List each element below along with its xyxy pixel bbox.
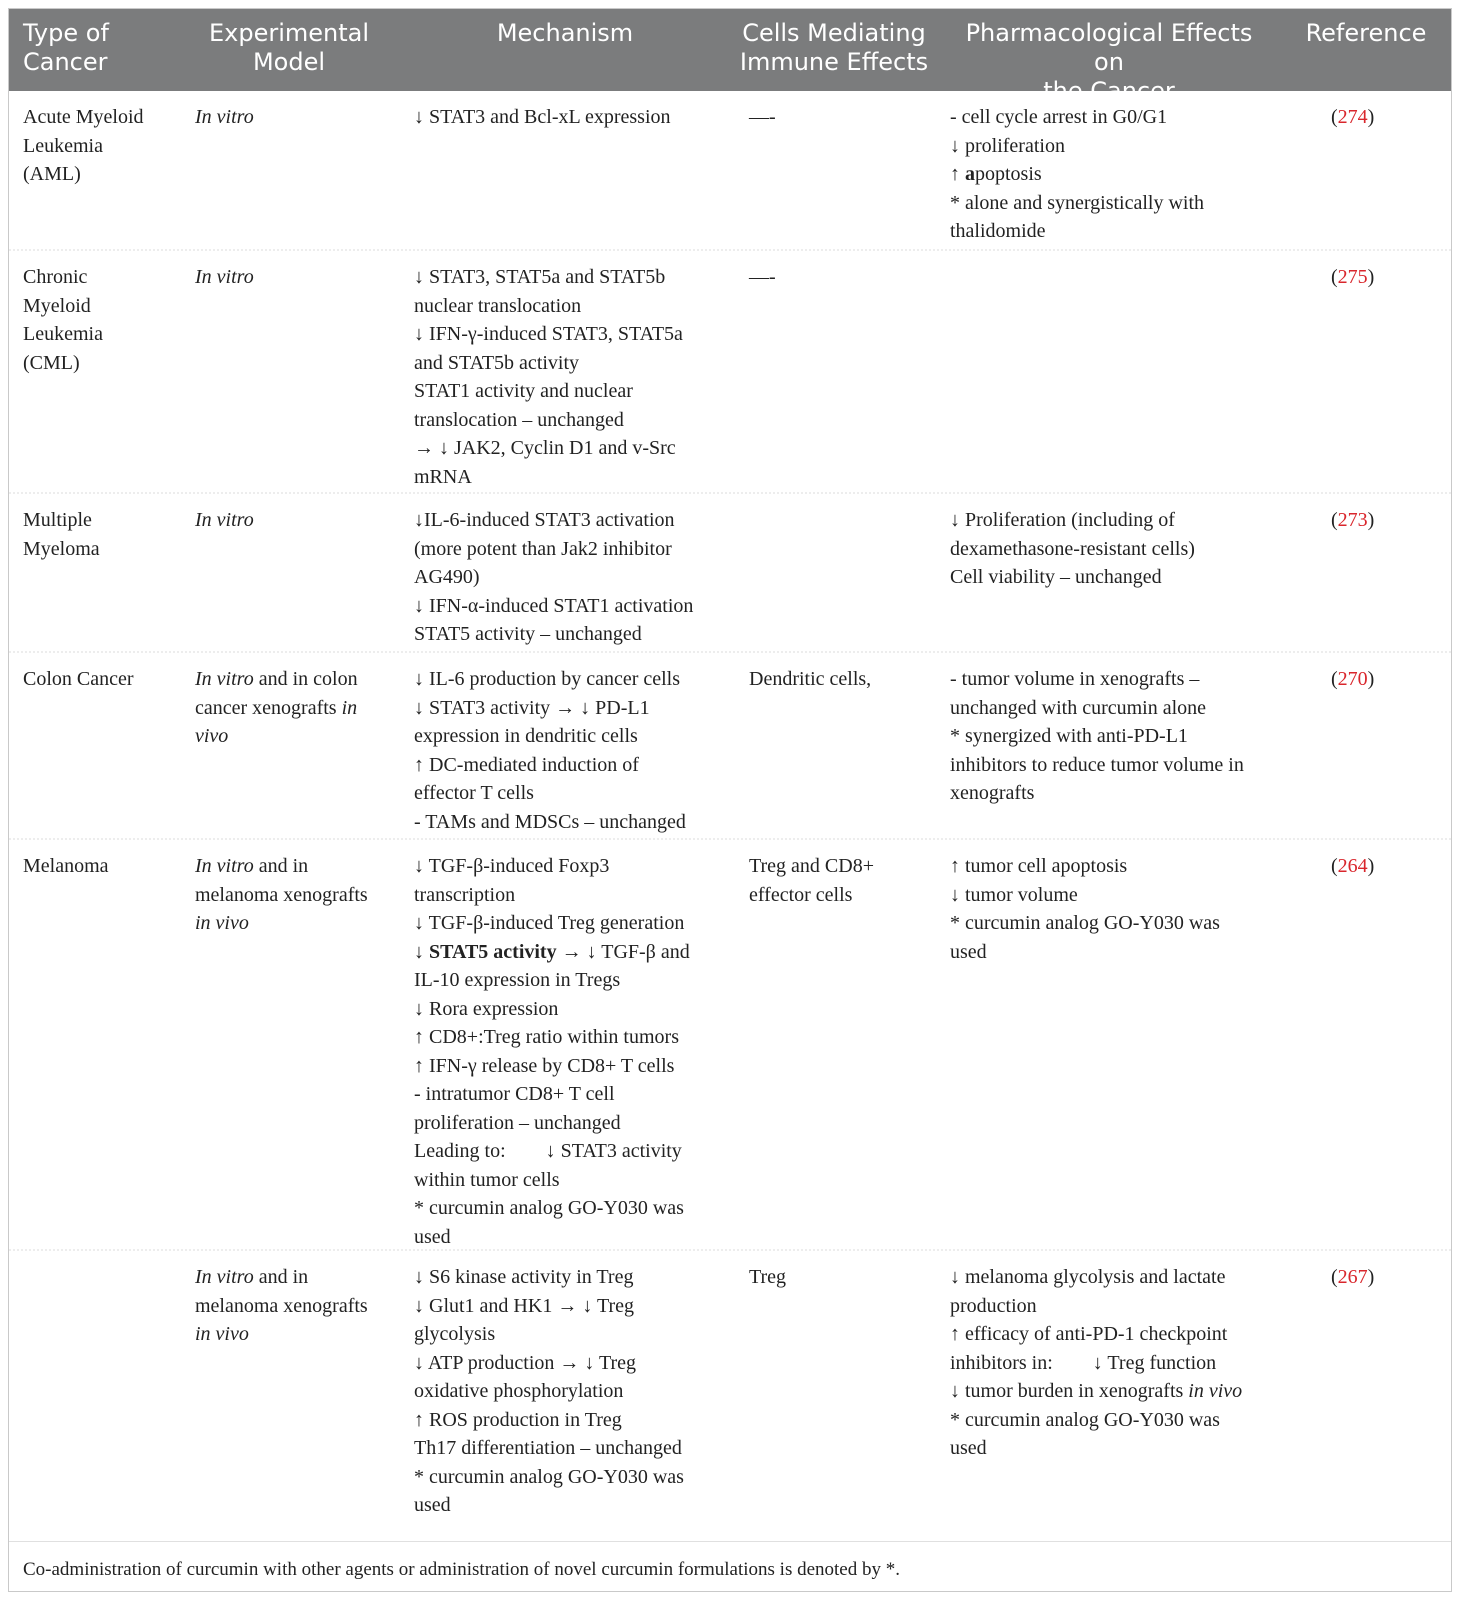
effects-line: xenografts (950, 782, 1035, 804)
effects-line: used (950, 940, 987, 963)
mechanism-line: nuclear translocation (414, 294, 582, 317)
model-line: cancer xenografts in (195, 696, 358, 719)
row-separator (9, 249, 1451, 251)
model-line: in vivo (195, 1323, 249, 1345)
cells-line: Treg and CD8+ (749, 855, 874, 877)
row-separator (9, 1249, 1451, 1251)
cell-mechanism (414, 263, 683, 491)
cells-line: —- (749, 106, 776, 128)
effects-line: used (950, 1437, 987, 1459)
mechanism-line: ↑ DC-mediated induction of (414, 753, 639, 776)
effects-line: * synergized with anti-PD-L1 (950, 725, 1188, 747)
type-line: Myeloid (23, 294, 91, 317)
type-line: (CML) (23, 351, 80, 374)
model-line: In vitro and in colon (195, 668, 358, 690)
mechanism-line: ↓ Rora expression (414, 997, 559, 1020)
mechanism-line: ↑ CD8+:Treg ratio within tumors (414, 1026, 679, 1048)
mechanism-line: ↑ IFN-γ release by CD8+ T cells (414, 1054, 675, 1077)
mechanism-line: ↓ IFN-α-induced STAT1 activation (414, 594, 694, 617)
cell-mechanism (414, 103, 671, 132)
mechanism-line: * curcumin analog GO-Y030 was (414, 1197, 684, 1219)
cell-cells (749, 852, 874, 909)
mechanism-line: translocation – unchanged (414, 408, 624, 431)
mechanism-line: ↓ TGF-β-induced Foxp3 (414, 855, 610, 877)
cell-type (23, 263, 103, 377)
mechanism-line: → ↓ JAK2, Cyclin D1 and v-Src (414, 437, 676, 459)
effects-line: Cell viability – unchanged (950, 566, 1162, 588)
cell-cells (749, 103, 776, 132)
cell-model (195, 1263, 368, 1349)
model-line: In vitro (195, 266, 254, 288)
type-line: Chronic (23, 266, 88, 288)
effects-line: - tumor volume in xenografts – (950, 668, 1200, 690)
mechanism-line: used (414, 1225, 451, 1248)
mechanism-line: - TAMs and MDSCs – unchanged (414, 810, 686, 833)
header-effects: Pharmacological Effects on the Cancer (965, 19, 1253, 105)
cell-effects (950, 506, 1195, 592)
cell-mechanism (414, 1263, 684, 1520)
mechanism-line: ↓ IL-6 production by cancer cells (414, 668, 681, 690)
effects-line: * curcumin analog GO-Y030 was (950, 1408, 1220, 1431)
reference-number[interactable]: 275 (1337, 266, 1368, 288)
cell-mechanism (414, 506, 693, 649)
effects-line: inhibitors to reduce tumor volume in (950, 753, 1244, 776)
model-line: In vitro and in (195, 1266, 309, 1288)
type-line: Leukemia (23, 323, 103, 345)
footnote-divider (9, 1541, 1451, 1542)
effects-line: ↓ proliferation (950, 134, 1065, 157)
cells-line: Dendritic cells, (749, 668, 872, 690)
model-line: In vitro (195, 106, 254, 128)
type-line: Leukemia (23, 134, 103, 157)
effects-line: ↑ apoptosis (950, 163, 1042, 185)
cell-cells (749, 263, 776, 292)
mechanism-line: proliferation – unchanged (414, 1111, 621, 1134)
table-header (9, 9, 1451, 105)
effects-line: ↓ melanoma glycolysis and lactate (950, 1266, 1226, 1288)
cell-type (23, 506, 100, 563)
mechanism-line: glycolysis (414, 1323, 496, 1345)
reference-number[interactable]: 264 (1337, 855, 1368, 877)
mechanism-line: ↓ STAT3 and Bcl-xL expression (414, 106, 671, 128)
effects-line: inhibitors in: ↓ Treg function (950, 1351, 1217, 1374)
mechanism-line: STAT1 activity and nuclear (414, 380, 633, 402)
mechanism-line: Th17 differentiation – unchanged (414, 1437, 682, 1459)
effects-line: * alone and synergistically with (950, 191, 1205, 214)
effects-line: dexamethasone-resistant cells) (950, 537, 1195, 560)
type-line: Acute Myeloid (23, 106, 144, 128)
type-line: Melanoma (23, 855, 109, 877)
cell-model (195, 506, 254, 535)
header-mechanism: Mechanism (496, 19, 634, 47)
mechanism-line: STAT5 activity – unchanged (414, 623, 642, 645)
mechanism-line: ↓ ATP production → ↓ Treg (414, 1351, 637, 1374)
header-type: Type of Cancer (23, 19, 109, 76)
type-line: (AML) (23, 163, 81, 185)
reference-number[interactable]: 273 (1337, 509, 1368, 531)
cells-line: —- (749, 266, 776, 288)
mechanism-line: oxidative phosphorylation (414, 1380, 624, 1402)
mechanism-line: ↓ STAT5 activity → ↓ TGF-β and (414, 940, 690, 963)
mechanism-line: ↓ STAT3, STAT5a and STAT5b (414, 266, 666, 288)
header-model: Experimental Model (208, 19, 370, 76)
cell-model (195, 103, 254, 132)
cell-effects (950, 852, 1220, 966)
mechanism-line: Leading to: ↓ STAT3 activity (414, 1140, 682, 1162)
cell-effects (950, 103, 1204, 246)
model-line: In vitro and in (195, 855, 309, 877)
type-line: Colon Cancer (23, 668, 134, 690)
mechanism-line: (more potent than Jak2 inhibitor (414, 537, 672, 560)
mechanism-line: ↑ ROS production in Treg (414, 1408, 622, 1431)
cell-effects (950, 665, 1244, 808)
model-line: In vitro (195, 509, 254, 531)
mechanism-line: expression in dendritic cells (414, 725, 638, 747)
mechanism-line: within tumor cells (414, 1168, 560, 1191)
reference-number[interactable]: 267 (1337, 1266, 1368, 1288)
mechanism-line: and STAT5b activity (414, 351, 580, 374)
cell-effects (950, 1263, 1242, 1463)
effects-line: ↓ Proliferation (including of (950, 509, 1175, 531)
effects-line: thalidomide (950, 220, 1046, 242)
type-line: Multiple (23, 509, 92, 531)
mechanism-line: IL-10 expression in Tregs (414, 969, 621, 991)
model-line: in vivo (195, 912, 249, 934)
mechanism-line: ↓ Glut1 and HK1 → ↓ Treg (414, 1294, 635, 1317)
cell-model (195, 852, 368, 938)
reference-link[interactable]: (273) (1331, 509, 1375, 531)
effects-line: ↑ efficacy of anti-PD-1 checkpoint (950, 1323, 1228, 1345)
mechanism-line: - intratumor CD8+ T cell (414, 1083, 615, 1105)
cell-type (23, 103, 144, 189)
cell-type (23, 665, 134, 694)
reference-link[interactable]: (264) (1331, 855, 1375, 877)
model-line: melanoma xenografts (195, 883, 368, 906)
cells-line: Treg (749, 1266, 787, 1288)
reference-link[interactable]: (274) (1331, 106, 1375, 128)
header-reference: Reference (1305, 19, 1427, 47)
mechanism-line: mRNA (414, 465, 472, 488)
type-line: Myeloma (23, 537, 100, 560)
effects-line: ↑ tumor cell apoptosis (950, 855, 1128, 877)
effects-line: - cell cycle arrest in G0/G1 (950, 106, 1168, 128)
cells-line: effector cells (749, 883, 853, 906)
row-separator (9, 838, 1451, 840)
row-separator (9, 651, 1451, 653)
cell-cells (749, 1263, 786, 1292)
mechanism-line: ↓ TGF-β-induced Treg generation (414, 912, 685, 934)
mechanism-line: AG490) (414, 566, 480, 588)
effects-line: production (950, 1294, 1037, 1317)
mechanism-line: effector T cells (414, 782, 534, 804)
effects-line: ↓ tumor volume (950, 883, 1078, 906)
table-footnote: Co-administration of curcumin with other agents or administration of novel curcumin formulations is denoted by *. (23, 1559, 900, 1580)
mechanism-line: ↓ IFN-γ-induced STAT3, STAT5a (414, 323, 683, 345)
effects-line: ↓ tumor burden in xenografts in vivo (950, 1380, 1243, 1402)
cell-mechanism (414, 665, 686, 836)
mechanism-line: ↓ STAT3 activity → ↓ PD-L1 (414, 696, 650, 719)
table-frame (8, 8, 1452, 1592)
mechanism-line: transcription (414, 883, 516, 906)
effects-line: unchanged with curcumin alone (950, 696, 1207, 719)
reference-number[interactable]: 270 (1337, 668, 1368, 690)
cell-mechanism (414, 852, 690, 1251)
mechanism-line: * curcumin analog GO-Y030 was (414, 1465, 684, 1488)
model-line: vivo (195, 725, 229, 747)
reference-link[interactable]: (267) (1331, 1266, 1375, 1288)
effects-line: * curcumin analog GO-Y030 was (950, 912, 1220, 934)
cell-type (23, 852, 109, 881)
cell-cells (749, 665, 871, 694)
reference-number[interactable]: 274 (1337, 106, 1368, 128)
mechanism-line: ↓ S6 kinase activity in Treg (414, 1266, 634, 1288)
reference-link[interactable]: (275) (1331, 266, 1375, 288)
header-cells: Cells Mediating Immune Effects (739, 19, 929, 76)
mechanism-line: used (414, 1494, 451, 1516)
cell-model (195, 665, 358, 751)
mechanism-line: ↓IL-6-induced STAT3 activation (414, 509, 675, 531)
model-line: melanoma xenografts (195, 1294, 368, 1317)
reference-link[interactable]: (270) (1331, 668, 1375, 690)
row-separator (9, 492, 1451, 494)
cell-model (195, 263, 254, 292)
